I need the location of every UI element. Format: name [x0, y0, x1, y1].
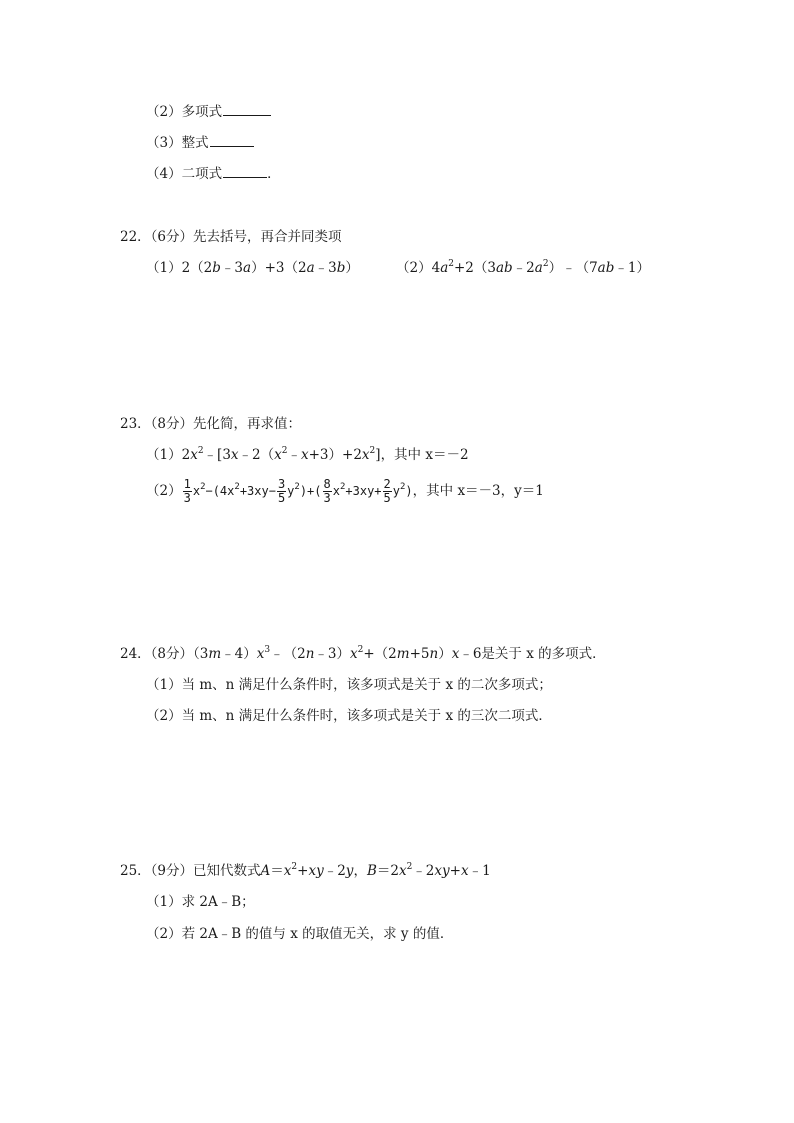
q23-part2-condition: ，其中 x＝－3，y＝1 [412, 483, 544, 499]
q21-part3 [146, 133, 254, 153]
q22-part2 [396, 258, 650, 278]
q22-part1-label: （1） [146, 260, 182, 276]
q21-part4-text: （4）二项式 [146, 166, 223, 182]
answer-blank[interactable] [210, 133, 254, 147]
q23-part1-condition: ，其中 x＝－2 [380, 447, 469, 463]
q21-part3-text: （3）整式 [146, 135, 209, 151]
q24-title [120, 644, 606, 664]
q22-part2-label: （2） [396, 260, 432, 276]
q21-part4 [146, 164, 281, 184]
q23-part2-label: （2） [146, 483, 182, 499]
answer-blank[interactable] [223, 102, 271, 116]
q23-part2 [146, 478, 544, 505]
q25-part2: （2）若 2A﹣B 的值与 x 的取值无关，求 y 的值． [146, 926, 454, 942]
q21-part4-period: ． [267, 166, 281, 182]
q22-part2-expr: $4a^2+2(3ab﹣2a^2)﹣(7ab﹣1)$ [431, 259, 650, 276]
answer-blank[interactable] [223, 164, 267, 178]
q23-title: 23．（8分）先化简，再求值： [120, 416, 302, 432]
q24-title-tail: 是关于 x 的多项式． [481, 646, 606, 662]
q21-part2-text: （2）多项式 [146, 104, 223, 120]
q22-part1-expr: 2（2b﹣3a）+3（2a﹣3b） [181, 260, 359, 276]
q24-part2: （2）当 m、n 满足什么条件时，该多项式是关于 x 的三次二项式． [146, 708, 552, 724]
q25-title [120, 861, 491, 881]
q22-part1 [146, 258, 359, 278]
q22-title: 22．（6分）先去括号，再合并同类项 [120, 229, 342, 245]
q23-part1-label: （1） [146, 447, 182, 463]
q21-part2 [146, 102, 271, 122]
q23-part1-expr: $2x^2﹣[3x﹣2(x^2﹣x+3)+2x^2]$ [181, 446, 381, 463]
q25-title-expr: $A=x^2+xy﹣2y$，$B=2x^2﹣2xy+x﹣1$ [260, 862, 491, 879]
q23-part1 [146, 445, 469, 465]
q24-title-expr: 24．（8分）$(3m﹣4)x^3﹣(2n﹣3)x^2+(2m+5n)x﹣6$ [120, 645, 482, 662]
q24-part1: （1）当 m、n 满足什么条件时，该多项式是关于 x 的二次多项式； [146, 677, 552, 693]
q25-title-head: 25．（9分）已知代数式 [120, 863, 261, 879]
q23-part2-expr: $\frac{1}{3}$ $x^2-(4x^2+3xy-$ $\frac{3}{5}$ $y^2)+$( $\frac{8}{3}$ $x^2+3xy+$ $\frac{2}{5}$ $y^2$) [183, 477, 413, 505]
q25-part1: （1）求 2A﹣B； [146, 894, 255, 910]
